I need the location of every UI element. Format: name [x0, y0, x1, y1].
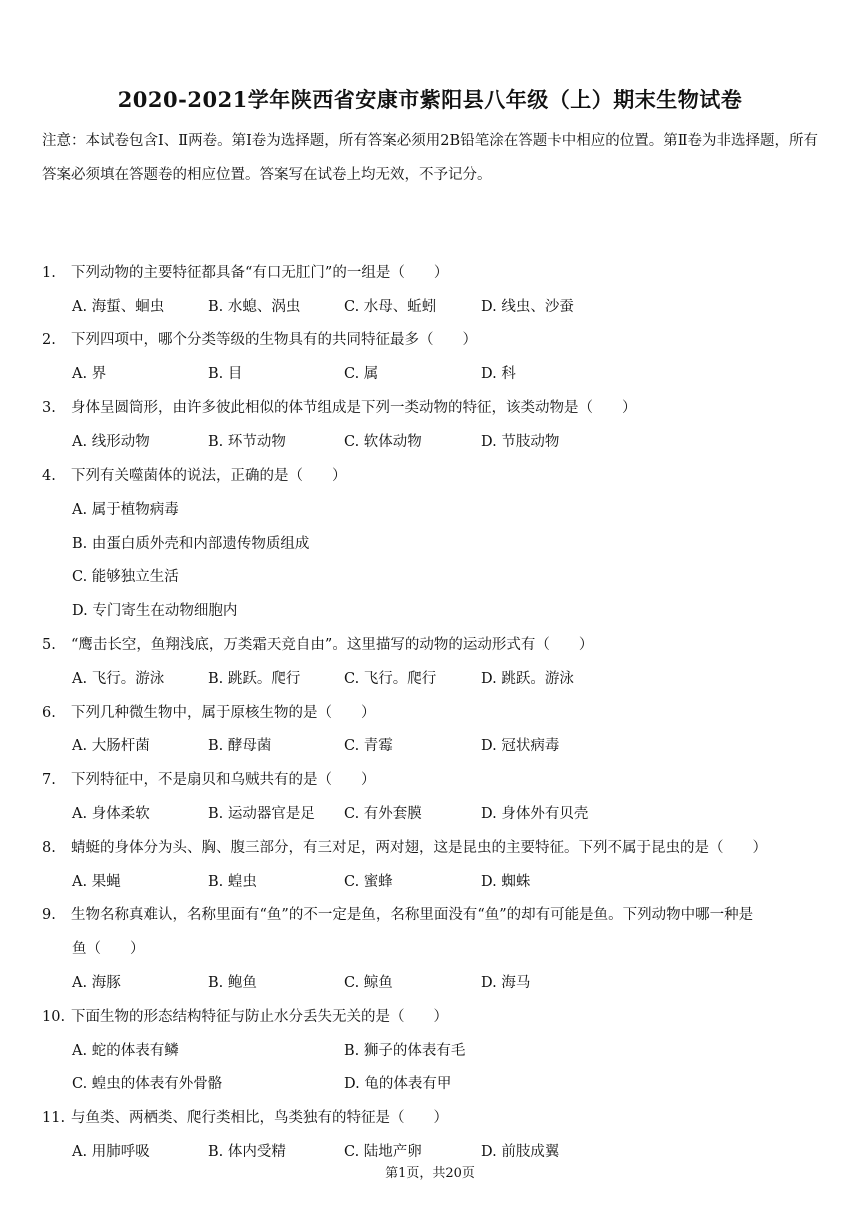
question-number: 4.	[42, 468, 56, 484]
option-d: D. 科	[481, 366, 516, 382]
question-text: 身体呈圆筒形，由许多彼此相似的体节组成是下列一类动物的特征，该类动物是（ ）	[71, 400, 637, 416]
question-number: 2.	[42, 332, 56, 348]
question-number: 3.	[42, 400, 56, 416]
question-text: 下列特征中，不是扇贝和乌贼共有的是（ ）	[71, 772, 376, 788]
option-a: A. 海蜇、蛔虫	[72, 299, 165, 315]
question-number: 7.	[42, 772, 56, 788]
exam-title: 2020-2021学年陕西省安康市紫阳县八年级（上）期末生物试卷	[117, 87, 743, 112]
question-text: 与鱼类、两栖类、爬行类相比，鸟类独有的特征是（ ）	[71, 1110, 448, 1126]
option-a: A. 身体柔软	[72, 806, 150, 822]
option-b: B. 蝗虫	[208, 874, 257, 890]
option-b: B. 体内受精	[208, 1144, 286, 1160]
question-number: 5.	[42, 637, 56, 653]
option-c: C. 蝗虫的体表有外骨骼	[72, 1076, 223, 1092]
option-d: D. 专门寄生在动物细胞内	[72, 603, 238, 619]
option-d: D. 线虫、沙蚕	[481, 299, 574, 315]
option-c: C. 有外套膜	[344, 806, 422, 822]
question-number: 10.	[42, 1009, 66, 1025]
option-a: A. 线形动物	[72, 434, 150, 450]
option-c: C. 软体动物	[344, 434, 422, 450]
option-b: B. 由蛋白质外壳和内部遗传物质组成	[72, 536, 310, 552]
page-footer: 第1页，共20页	[385, 1166, 475, 1181]
question-number: 6.	[42, 705, 56, 721]
option-a: A. 大肠杆菌	[72, 738, 150, 754]
question-text: 下列有关噬菌体的说法，正确的是（ ）	[71, 468, 347, 484]
question-text: 蜻蜓的身体分为头、胸、腹三部分，有三对足，两对翅，这是昆虫的主要特征。下列不属于昆虫的是（ ）	[71, 840, 767, 856]
option-d: D. 海马	[481, 975, 531, 991]
exam-notice: 注意：本试卷包含Ⅰ、Ⅱ两卷。第Ⅰ卷为选择题，所有答案必须用2B铅笔涂在答题卡中相应的位置。第Ⅱ卷为非选择题，所有答案必须填在答题卷的相应位置。答案写在试卷上均无效，不予记分。	[42, 133, 819, 183]
option-d: D. 蜘蛛	[481, 874, 531, 890]
option-b: B. 环节动物	[208, 434, 286, 450]
option-a: A. 海豚	[72, 975, 121, 991]
option-b: B. 酵母菌	[208, 738, 272, 754]
question-text: 下列几种微生物中，属于原核生物的是（ ）	[71, 705, 376, 721]
question-text: 下面生物的形态结构特征与防止水分丢失无关的是（ ）	[71, 1009, 448, 1025]
option-b: B. 狮子的体表有毛	[344, 1043, 466, 1059]
question-text: 下列四项中，哪个分类等级的生物具有的共同特征最多（ ）	[71, 332, 477, 348]
option-d: D. 节肢动物	[481, 434, 560, 450]
option-c: C. 鲸鱼	[344, 975, 393, 991]
question-number: 1.	[42, 265, 56, 281]
option-d: D. 龟的体表有甲	[344, 1076, 452, 1092]
option-c: C. 飞行。爬行	[344, 671, 437, 687]
option-a: A. 用肺呼吸	[72, 1144, 150, 1160]
option-b: B. 运动器官是足	[208, 806, 315, 822]
question-number: 8.	[42, 840, 56, 856]
option-a: A. 飞行。游泳	[72, 671, 165, 687]
option-c: C. 属	[344, 366, 379, 382]
option-b: B. 跳跃。爬行	[208, 671, 301, 687]
option-b: B. 目	[208, 366, 243, 382]
option-a: A. 果蝇	[72, 874, 121, 890]
option-a: A. 蛇的体表有鳞	[72, 1043, 179, 1059]
option-d: D. 前肢成翼	[481, 1144, 560, 1160]
question-number: 9.	[42, 907, 56, 923]
question-text: 下列动物的主要特征都具备“有口无肛门”的一组是（ ）	[71, 265, 449, 281]
question-text: 生物名称真难认，名称里面有“鱼”的不一定是鱼，名称里面没有“鱼”的却有可能是鱼。下列动物中哪一种是	[71, 907, 754, 923]
question-number: 11.	[42, 1110, 66, 1126]
option-d: D. 跳跃。游泳	[481, 671, 574, 687]
option-c: C. 能够独立生活	[72, 569, 179, 585]
option-c: C. 青霉	[344, 738, 393, 754]
option-d: D. 冠状病毒	[481, 738, 560, 754]
option-c: C. 水母、蚯蚓	[344, 299, 437, 315]
option-a: A. 界	[72, 366, 107, 382]
option-a: A. 属于植物病毒	[72, 502, 179, 518]
option-c: C. 蜜蜂	[344, 874, 393, 890]
option-b: B. 水螅、涡虫	[208, 299, 301, 315]
question-text: “鹰击长空，鱼翔浅底，万类霜天竞自由”。这里描写的动物的运动形式有（ ）	[71, 637, 594, 653]
option-c: C. 陆地产卵	[344, 1144, 422, 1160]
question-text-continued: 鱼（ ）	[72, 941, 145, 957]
option-d: D. 身体外有贝壳	[481, 806, 589, 822]
option-b: B. 鲍鱼	[208, 975, 257, 991]
